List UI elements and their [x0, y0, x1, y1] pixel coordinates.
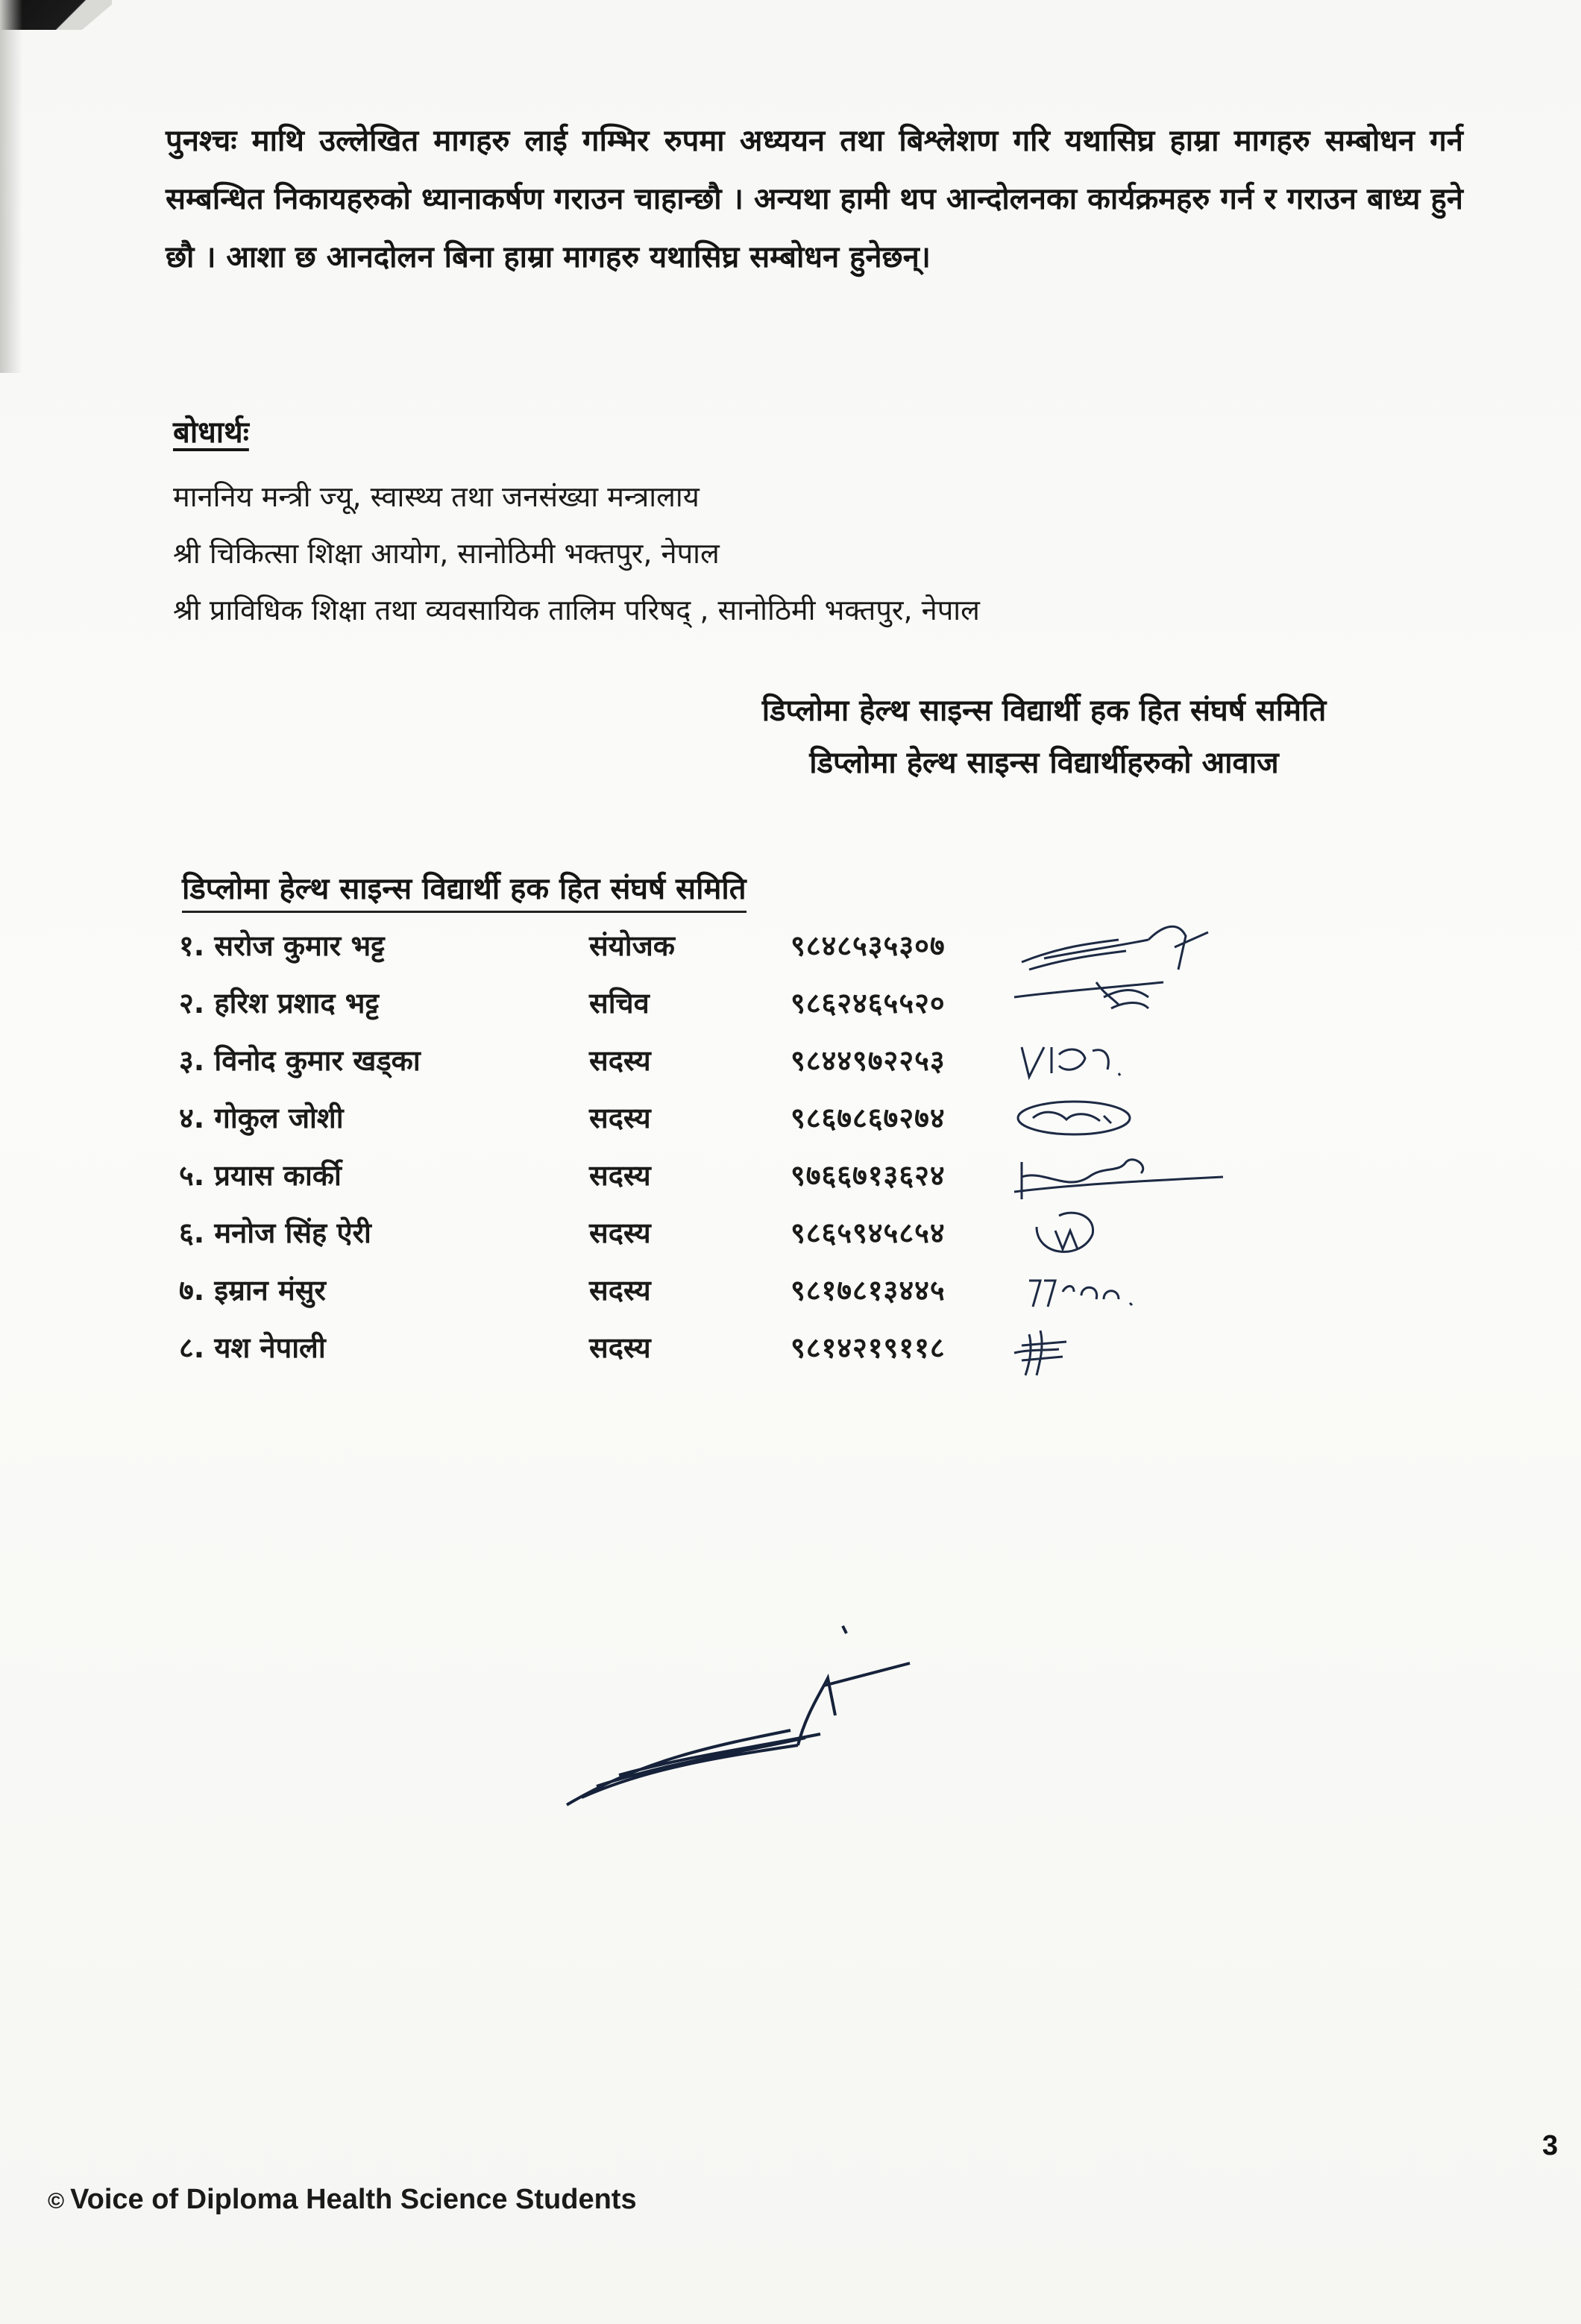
member-role: सदस्य — [589, 1102, 651, 1134]
handwritten-signature — [999, 1319, 1238, 1377]
member-row — [179, 1319, 1298, 1377]
member-role: संयोजक — [589, 929, 675, 962]
signatory-line-2: डिप्लोमा हेल्थ साइन्स विद्यार्थीहरुको आवाज — [809, 746, 1279, 780]
cc-item: श्री प्राविधिक शिक्षा तथा व्यवसायिक तालिम परिषद् , सानोठिमी भक्तपुर, नेपाल — [173, 594, 980, 626]
member-row — [179, 1032, 1298, 1090]
footer-text: Voice of Diploma Health Science Students — [70, 2184, 637, 2215]
cc-heading: बोधार्थः — [173, 415, 249, 450]
member-role: सदस्य — [589, 1216, 651, 1249]
handwritten-signature — [999, 1147, 1238, 1205]
signatory-line-1: डिप्लोमा हेल्थ साइन्स विद्यार्थी हक हित संघर्ष समिति — [761, 694, 1327, 728]
member-row — [179, 917, 1298, 975]
member-row — [179, 1147, 1298, 1205]
member-phone: ९७६६७१३६२४ — [790, 1159, 946, 1192]
coordinator-signature — [552, 1596, 940, 1820]
footer-copyright — [48, 2184, 637, 2216]
member-role: सचिव — [589, 987, 650, 1020]
member-row — [179, 1262, 1298, 1319]
handwritten-signature — [999, 1205, 1238, 1262]
member-phone: ९८४४९७२२५३ — [790, 1044, 946, 1077]
committee-members — [179, 917, 1298, 1377]
member-name: ३. विनोद कुमार खड्का — [179, 1044, 421, 1077]
page-edge-shadow — [0, 0, 22, 373]
member-phone: ९८१७८१३४४५ — [790, 1274, 946, 1307]
member-row — [179, 975, 1298, 1032]
handwritten-signature — [999, 917, 1238, 975]
handwritten-signature — [999, 1090, 1238, 1147]
member-name: २. हरिश प्रशाद भट्ट — [179, 987, 380, 1020]
member-row — [179, 1205, 1298, 1262]
member-phone: ९८४८५३५३०७ — [790, 929, 946, 962]
member-name: ८. यश नेपाली — [179, 1331, 326, 1364]
handwritten-signature — [999, 1032, 1238, 1090]
copyright-symbol: © — [48, 2189, 65, 2214]
member-role: सदस्य — [589, 1044, 651, 1077]
member-name: ७. इम्रान मंसुर — [179, 1274, 326, 1307]
member-name: १. सरोज कुमार भट्ट — [179, 929, 385, 962]
member-row — [179, 1090, 1298, 1147]
member-role: सदस्य — [589, 1159, 651, 1192]
cc-item: माननिय मन्त्री ज्यू, स्वास्थ्य तथा जनसंख्या मन्त्रालाय — [173, 480, 700, 513]
handwritten-signature — [999, 1262, 1238, 1319]
cc-list — [173, 468, 980, 638]
member-phone: ९८६२४६५५२० — [790, 987, 946, 1020]
member-phone: ९८६५९४५८५४ — [790, 1216, 946, 1249]
page-number: 3 — [1542, 2130, 1559, 2161]
member-name: ६. मनोज सिंह ऐरी — [179, 1216, 371, 1249]
postscript-paragraph: पुनश्चः माथि उल्लेखित मागहरु लाई गम्भिर रुपमा अध्ययन तथा बिश्लेशण गरि यथासिघ्र हाम्रा मागहरु सम्बोधन गर्न सम्बन्धित निकायहरुको ध्यानाकर्षण गराउन चाहान्छौ । अन्यथा हामी थप आन्दोलनका कार्यक्रमहरु गर्न र गराउन बाध्य हुने छौ । आशा छ आनदोलन बिना हाम्रा मागहरु यथासिघ्र सम्बोधन हुनेछन्। — [166, 124, 1463, 274]
cc-item: श्री चिकित्सा शिक्षा आयोग, सानोठिमी भक्तपुर, नेपाल — [173, 537, 720, 570]
member-role: सदस्य — [589, 1331, 651, 1364]
member-role: सदस्य — [589, 1274, 651, 1307]
committee-title: डिप्लोमा हेल्थ साइन्स विद्यार्थी हक हित संघर्ष समिति — [182, 867, 747, 913]
handwritten-signature — [999, 975, 1238, 1032]
member-phone: ९८६७८६७२७४ — [790, 1102, 946, 1134]
member-name: ५. प्रयास कार्की — [179, 1159, 342, 1192]
signatory-block — [671, 685, 1417, 789]
member-phone: ९८१४२१९११८ — [790, 1331, 946, 1364]
member-name: ४. गोकुल जोशी — [179, 1102, 344, 1134]
